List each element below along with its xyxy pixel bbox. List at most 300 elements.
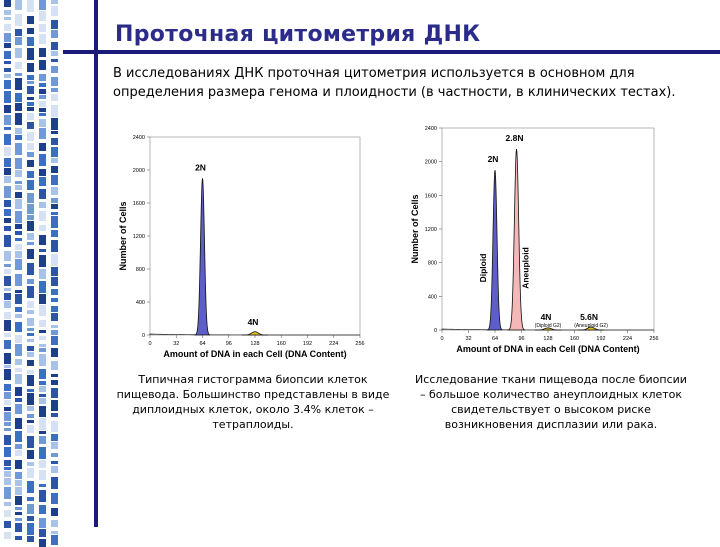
barcode-band — [4, 400, 11, 405]
barcode-band — [15, 251, 22, 258]
barcode-band — [15, 170, 22, 177]
barcode-band — [51, 531, 58, 534]
barcode-band — [4, 471, 11, 477]
barcode-band — [15, 48, 22, 58]
barcode-band — [4, 369, 11, 380]
barcode-band — [27, 75, 34, 80]
x-axis-label: Amount of DNA in each Cell (DNA Content) — [163, 349, 347, 359]
barcode-band — [39, 518, 46, 528]
chart-typical-histogram — [105, 126, 365, 366]
barcode-band — [39, 394, 46, 397]
barcode-band — [51, 42, 58, 50]
barcode-band — [51, 267, 58, 276]
barcode-band — [51, 138, 58, 145]
barcode-band — [39, 143, 46, 151]
barcode-band — [39, 330, 46, 333]
barcode-band — [39, 539, 46, 547]
barcode-band — [27, 143, 34, 150]
barcode-band — [4, 134, 11, 145]
barcode-band — [51, 240, 58, 252]
barcode-band — [4, 487, 11, 499]
barcode-band — [15, 37, 22, 45]
y-tick-label: 1600 — [424, 193, 437, 200]
barcode-band — [4, 0, 11, 7]
intro-text: В исследованиях ДНК проточная цитометрия используется в основном для определения размера генома и плоидности (в частности, в клинических тестах). — [113, 66, 676, 100]
peak-2N — [487, 170, 503, 330]
barcode-band — [39, 235, 46, 245]
barcode-band — [27, 107, 34, 111]
y-axis-label: Number of Cells — [118, 201, 128, 271]
barcode-band — [4, 115, 11, 125]
barcode-band — [39, 281, 46, 293]
barcode-band — [51, 380, 58, 385]
barcode-band — [39, 398, 46, 404]
y-tick-label: 0 — [141, 333, 145, 339]
barcode-band — [4, 460, 11, 466]
x-tick-label: 160 — [276, 341, 286, 347]
barcode-band — [4, 80, 11, 89]
y-tick-label: 800 — [427, 260, 437, 267]
barcode-band — [51, 493, 58, 504]
barcode-band — [4, 301, 11, 308]
y-tick-label: 400 — [427, 294, 437, 301]
x-axis-label: Amount of DNA in each Cell (DNA Content) — [456, 344, 640, 354]
barcode-band — [4, 312, 11, 319]
barcode-band — [27, 122, 34, 129]
barcode-band — [27, 28, 34, 34]
barcode-band — [15, 450, 22, 456]
barcode-band — [27, 204, 34, 214]
barcode-band — [39, 83, 46, 87]
barcode-band — [15, 199, 22, 209]
barcode-band — [27, 328, 34, 331]
x-tick-label: 64 — [199, 341, 206, 347]
barcode-band — [27, 370, 34, 374]
y-axis-label: Number of Cells — [410, 194, 420, 264]
y-tick-label: 1200 — [132, 234, 145, 240]
barcode-band — [39, 436, 46, 444]
page-title: Проточная цитометрия ДНК — [115, 22, 481, 47]
barcode-band — [4, 428, 11, 431]
barcode-band — [51, 131, 58, 134]
barcode-band — [4, 209, 11, 216]
barcode-band — [4, 333, 11, 337]
y-tick-label: 2000 — [132, 168, 145, 174]
barcode-band — [51, 198, 58, 203]
peak-label: 4N — [540, 312, 552, 322]
barcode-band — [27, 436, 34, 448]
barcode-band — [4, 168, 11, 175]
barcode-band — [51, 6, 58, 16]
barcode-band — [4, 43, 11, 48]
barcode-band — [27, 375, 34, 386]
x-tick-label: 96 — [518, 336, 525, 342]
barcode-band — [51, 374, 58, 377]
barcode-band — [39, 177, 46, 186]
barcode-band — [39, 225, 46, 231]
barcode-band — [4, 293, 11, 300]
barcode-band — [51, 254, 58, 266]
barcode-band — [27, 414, 34, 418]
barcode-band — [51, 118, 58, 130]
barcode-band — [27, 360, 34, 366]
caption-left: Типичная гистограмма биопсии клеток пищевода. Большинство представлены в виде диплоидных клеток, около 3.4% клеток – тетраплоиды. — [116, 373, 390, 431]
barcode-band — [51, 105, 58, 117]
barcode-band — [27, 48, 34, 60]
barcode-band — [27, 215, 34, 220]
x-tick-label: 64 — [491, 336, 499, 342]
barcode-band — [39, 48, 46, 57]
barcode-band — [27, 193, 34, 203]
barcode-band — [27, 81, 34, 84]
barcode-band — [27, 318, 34, 326]
barcode-band — [4, 226, 11, 231]
barcode-band — [51, 51, 58, 56]
barcode-band — [27, 37, 34, 46]
barcode-band — [15, 0, 22, 10]
barcode-band — [15, 418, 22, 429]
barcode-band — [4, 235, 11, 247]
barcode-band — [27, 393, 34, 405]
barcode-band — [27, 516, 34, 521]
barcode-band — [4, 10, 11, 15]
barcode-band — [15, 128, 22, 134]
barcode-band — [39, 386, 46, 392]
barcode-band — [39, 249, 46, 252]
barcode-band — [4, 51, 11, 59]
barcode-band — [27, 102, 34, 106]
barcode-band — [15, 274, 22, 286]
y-tick-label: 1600 — [132, 201, 145, 207]
barcode-band — [39, 490, 46, 502]
barcode-band — [27, 152, 34, 157]
barcode-band — [4, 127, 11, 130]
barcode-band — [4, 186, 11, 198]
barcode-band — [51, 442, 58, 449]
barcode-band — [15, 135, 22, 140]
barcode-band — [39, 169, 46, 176]
barcode-band — [51, 94, 58, 101]
barcode-band — [4, 61, 11, 64]
barcode-band — [39, 89, 46, 94]
barcode-band — [27, 113, 34, 120]
barcode-band — [4, 510, 11, 517]
barcode-band — [39, 348, 46, 352]
barcode-band — [27, 132, 34, 141]
barcode-band — [39, 294, 46, 304]
barcode-band — [39, 0, 46, 10]
barcode-band — [27, 339, 34, 342]
barcode-band — [4, 251, 11, 261]
barcode-band — [27, 160, 34, 167]
barcode-band — [39, 189, 46, 199]
barcode-band — [27, 310, 34, 314]
barcode-band — [15, 29, 22, 36]
peak-label: 2.8N — [505, 133, 524, 144]
barcode-band — [39, 101, 46, 107]
y-tick-label: 800 — [135, 267, 145, 273]
barcode-band — [39, 484, 46, 487]
barcode-band — [4, 91, 11, 103]
barcode-band — [15, 73, 22, 76]
barcode-band — [15, 335, 22, 343]
barcode-band — [39, 529, 46, 537]
barcode-band — [51, 204, 58, 209]
barcode-band — [51, 434, 58, 441]
barcode-band — [4, 24, 11, 31]
barcode-band — [39, 418, 46, 430]
barcode-band — [27, 523, 34, 535]
y-tick-label: 2000 — [424, 159, 437, 166]
barcode-band — [4, 147, 11, 156]
barcode-band — [39, 505, 46, 514]
barcode-band — [51, 0, 58, 4]
barcode-band — [4, 264, 11, 267]
barcode-band — [15, 368, 22, 372]
x-tick-label: 224 — [622, 336, 633, 342]
barcode-band — [15, 344, 22, 356]
peak-sublabel: (Aneuploid G2) — [574, 323, 608, 329]
barcode-band — [15, 359, 22, 365]
peak-4N — [242, 332, 268, 335]
barcode-band — [51, 212, 58, 215]
barcode-band — [27, 462, 34, 466]
barcode-band — [39, 211, 46, 221]
barcode-band — [39, 11, 46, 21]
region-label: Diploid — [478, 253, 488, 283]
barcode-band — [15, 244, 22, 250]
barcode-band — [39, 336, 46, 340]
barcode-band — [39, 95, 46, 99]
barcode-band — [4, 478, 11, 485]
barcode-band — [27, 249, 34, 259]
barcode-band — [15, 518, 22, 521]
barcode-band — [4, 74, 11, 78]
barcode-band — [39, 305, 46, 316]
barcode-band — [27, 406, 34, 411]
barcode-band — [15, 387, 22, 396]
barcode-band — [51, 147, 58, 157]
barcode-band — [39, 447, 46, 459]
barcode-band — [39, 269, 46, 279]
barcode-band — [51, 400, 58, 411]
barcode-band — [15, 480, 22, 486]
caption-right: Исследование ткани пищевода после биопсии – большое количество анеуплоидных клеток свидетельствует о высоком риске возникновения дисплазии или рака. — [415, 373, 687, 431]
peak-label: 5.6N — [580, 312, 599, 322]
barcode-band — [4, 384, 11, 391]
x-tick-label: 128 — [543, 336, 553, 342]
barcode-band — [27, 468, 34, 478]
barcode-band — [51, 306, 58, 312]
y-tick-label: 0 — [433, 328, 437, 334]
barcode-band — [51, 216, 58, 228]
barcode-band — [51, 520, 58, 527]
barcode-band — [51, 461, 58, 464]
barcode-band — [51, 325, 58, 328]
barcode-band — [39, 255, 46, 267]
x-tick-label: 192 — [596, 336, 606, 342]
barcode-band — [27, 420, 34, 423]
plot-frame — [150, 137, 360, 335]
barcode-band — [4, 407, 11, 411]
barcode-band — [51, 298, 58, 302]
barcode-band — [39, 154, 46, 166]
barcode-band — [4, 365, 11, 368]
barcode-band — [39, 202, 46, 208]
x-tick-label: 96 — [225, 341, 232, 347]
barcode-band — [27, 0, 34, 12]
barcode-band — [15, 181, 22, 184]
barcode-band — [27, 352, 34, 357]
barcode-band — [27, 286, 34, 298]
peak-2.8N — [508, 149, 525, 330]
barcode-band — [15, 62, 22, 69]
x-tick-label: 32 — [465, 336, 472, 342]
barcode-band — [27, 242, 34, 245]
barcode-band — [51, 59, 58, 62]
barcode-band — [27, 425, 34, 433]
barcode-band — [27, 301, 34, 308]
barcode-band — [15, 487, 22, 495]
peak-label: 2N — [487, 154, 499, 165]
barcode-band — [27, 233, 34, 240]
barcode-band — [39, 470, 46, 480]
barcode-band — [27, 497, 34, 501]
barcode-band — [4, 176, 11, 183]
x-tick-label: 192 — [302, 341, 313, 347]
barcode-band — [15, 113, 22, 125]
barcode-band — [4, 276, 11, 286]
barcode-band — [51, 277, 58, 286]
barcode-band — [15, 192, 22, 198]
barcode-band — [4, 158, 11, 167]
barcode-band — [4, 320, 11, 331]
barcode-band — [4, 68, 11, 72]
barcode-band — [39, 128, 46, 139]
barcode-band — [39, 460, 46, 468]
barcode-band — [51, 388, 58, 398]
barcode-band — [4, 502, 11, 506]
barcode-band — [27, 180, 34, 190]
x-tick-label: 0 — [148, 341, 152, 347]
barcode-band — [27, 86, 34, 94]
barcode-band — [15, 472, 22, 479]
barcode-band — [4, 412, 11, 421]
x-tick-label: 256 — [355, 341, 365, 347]
barcode-band — [27, 481, 34, 493]
barcode-band — [51, 336, 58, 345]
barcode-band — [51, 535, 58, 545]
barcode-band — [51, 66, 58, 73]
vertical-divider — [94, 0, 98, 527]
barcode-band — [4, 33, 11, 42]
barcode-band — [27, 263, 34, 275]
chart-aneuploid-histogram — [400, 118, 690, 363]
barcode-band — [15, 14, 22, 26]
barcode-band — [15, 224, 22, 229]
barcode-band — [27, 16, 34, 24]
barcode-band — [27, 221, 34, 231]
barcode-band — [15, 294, 22, 304]
barcode-band — [4, 521, 11, 528]
barcode-band — [39, 74, 46, 81]
barcode-band — [15, 460, 22, 469]
barcode-band — [27, 279, 34, 284]
barcode-band — [15, 512, 22, 515]
barcode-band — [15, 290, 22, 293]
barcode-band — [27, 333, 34, 336]
barcode-band — [51, 361, 58, 370]
barcode-band — [4, 218, 11, 223]
peak-label: 4N — [247, 317, 259, 327]
x-tick-label: 224 — [329, 341, 339, 347]
barcode-band — [51, 187, 58, 195]
barcode-band — [39, 344, 46, 347]
region-label: Aneuploid — [520, 247, 531, 289]
barcode-band — [51, 330, 58, 335]
barcode-band — [15, 507, 22, 510]
y-tick-label: 1200 — [424, 227, 437, 233]
barcode-band — [15, 143, 22, 155]
barcode-band — [15, 238, 22, 241]
barcode-band — [51, 158, 58, 163]
peak-label: 2N — [195, 162, 206, 173]
barcode-band — [39, 381, 46, 385]
barcode-band — [51, 166, 58, 173]
barcode-band — [51, 508, 58, 516]
x-tick-label: 128 — [250, 341, 260, 347]
barcode-band — [15, 536, 22, 540]
y-tick-label: 2400 — [132, 135, 145, 141]
y-tick-label: 400 — [135, 300, 145, 306]
barcode-band — [51, 88, 58, 92]
y-tick-label: 2400 — [424, 126, 437, 132]
barcode-band — [27, 63, 34, 72]
barcode-band — [51, 77, 58, 86]
barcode-band — [39, 431, 46, 434]
barcode-band — [4, 392, 11, 399]
barcode-band — [4, 447, 11, 457]
barcode-band — [39, 354, 46, 366]
barcode-band — [15, 523, 22, 532]
x-tick-label: 32 — [173, 341, 180, 347]
barcode-band — [15, 103, 22, 111]
x-tick-label: 0 — [440, 336, 444, 342]
barcode-band — [51, 421, 58, 432]
barcode-band — [39, 24, 46, 32]
barcode-band — [15, 444, 22, 449]
x-tick-label: 256 — [649, 336, 659, 342]
barcode-band — [15, 185, 22, 190]
barcode-band — [27, 389, 34, 392]
dna-barcode-decoration — [0, 0, 62, 540]
barcode-band — [15, 259, 22, 270]
barcode-band — [15, 211, 22, 223]
barcode-band — [27, 536, 34, 542]
plot-frame — [442, 128, 654, 330]
barcode-band — [4, 435, 11, 445]
barcode-band — [4, 353, 11, 364]
barcode-band — [51, 413, 58, 417]
barcode-band — [51, 453, 58, 457]
title-underline — [63, 50, 720, 54]
barcode-band — [4, 17, 11, 20]
barcode-band — [27, 450, 34, 459]
barcode-band — [39, 320, 46, 327]
barcode-band — [39, 108, 46, 112]
barcode-band — [4, 288, 11, 291]
barcode-band — [39, 406, 46, 417]
